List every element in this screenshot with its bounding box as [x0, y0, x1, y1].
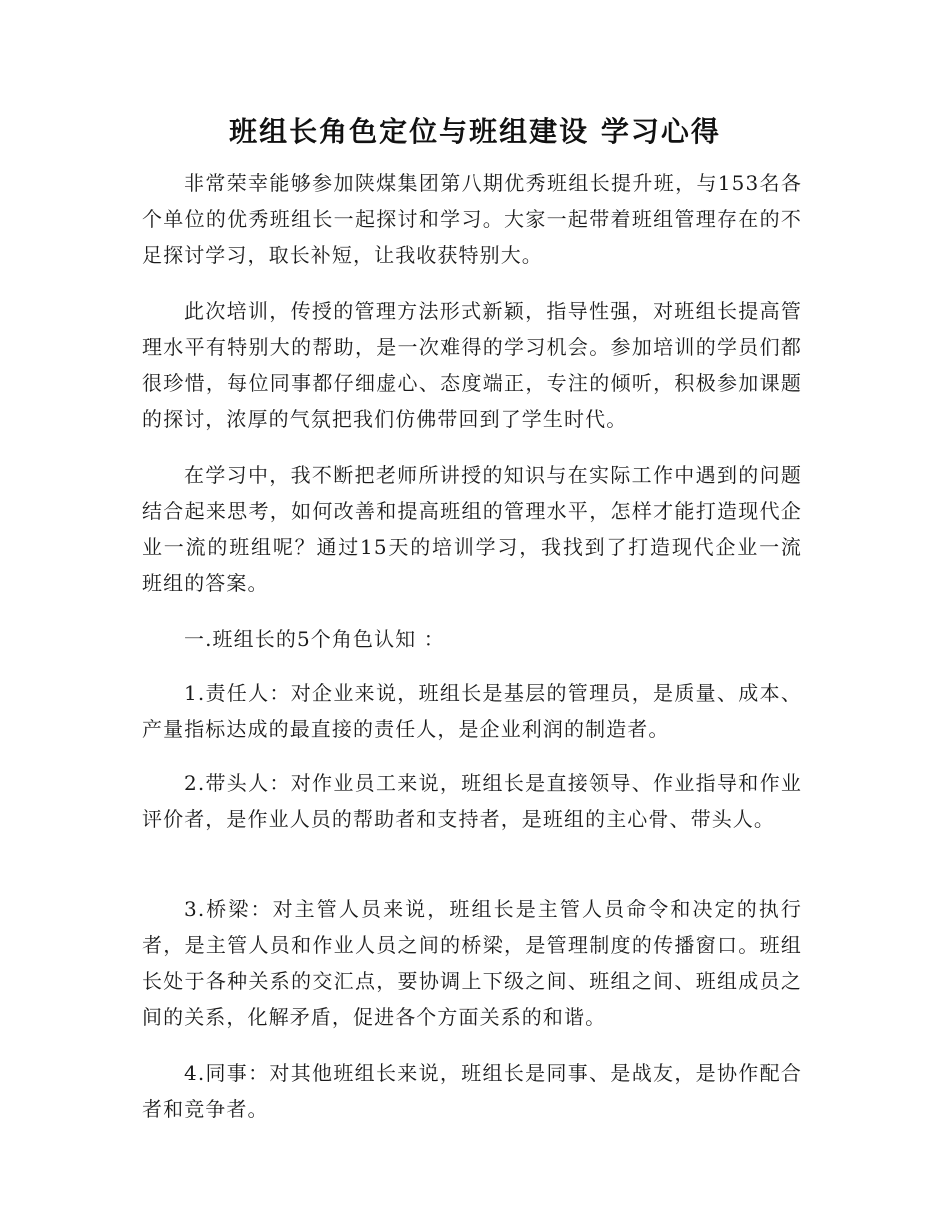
paragraph-training: 此次培训，传授的管理方法形式新颖，指导性强，对班组长提高管理水平有特别大的帮助，是一次难得的学习机会。参加培训的学员们都很珍惜，每位同事都仔细虚心、态度端正，专注的倾听，积极参加课题的探讨，浓厚的气氛把我们仿佛带回到了学生时代。 [142, 299, 802, 431]
document-title: 班组长角色定位与班组建设 学习心得 [229, 115, 721, 148]
paragraph-intro: 非常荣幸能够参加陕煤集团第八期优秀班组长提升班，与153名各个单位的优秀班组长一起探讨和学习。大家一起带着班组管理存在的不足探讨学习，取长补短，让我收获特别大。 [142, 171, 802, 267]
paragraph-role-4: 4.同事：对其他班组长来说，班组长是同事、是战友，是协作配合者和竞争者。 [142, 1061, 802, 1121]
paragraph-reflection: 在学习中，我不断把老师所讲授的知识与在实际工作中遇到的问题结合起来思考，如何改善和提高班组的管理水平，怎样才能打造现代企业一流的班组呢？通过15天的培训学习，我找到了打造现代企业一流班组的答案。 [142, 463, 802, 595]
paragraph-role-3: 3.桥梁：对主管人员来说，班组长是主管人员命令和决定的执行者，是主管人员和作业人员之间的桥梁，是管理制度的传播窗口。班组长处于各种关系的交汇点，要协调上下级之间、班组之间、班组成员之间的关系，化解矛盾，促进各个方面关系的和谐。 [142, 897, 802, 1029]
paragraph-role-2: 2.带头人：对作业员工来说，班组长是直接领导、作业指导和作业评价者，是作业人员的帮助者和支持者，是班组的主心骨、带头人。 [142, 771, 802, 831]
paragraph-role-1: 1.责任人：对企业来说，班组长是基层的管理员，是质量、成本、产量指标达成的最直接的责任人，是企业利润的制造者。 [142, 681, 802, 741]
section-heading-roles: 一.班组长的5个角色认知 ： [184, 627, 445, 651]
